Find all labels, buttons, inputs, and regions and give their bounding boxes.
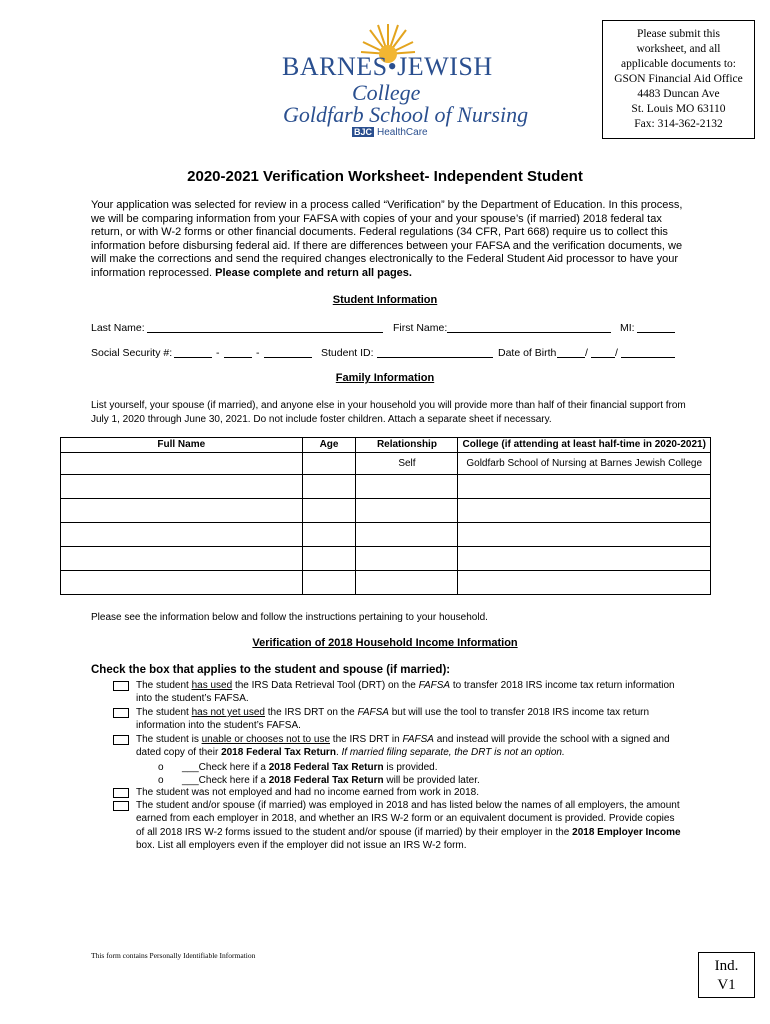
column-header: Relationship [356,438,458,453]
column-header: Full Name [61,438,303,453]
college-cell[interactable]: Goldfarb School of Nursing at Barnes Jewish College [458,453,711,475]
dob-slash: / [615,347,618,359]
table-header-row [61,438,711,453]
bjc-mark: BJC [354,127,373,137]
student-id-field[interactable] [377,346,493,358]
relationship-cell[interactable]: Self [356,453,458,475]
submit-line: 4483 Duncan Ave [637,88,720,100]
name-cell[interactable] [61,475,303,499]
option-text: The student is unable or chooses not to use the IRS DRT in FAFSA and instead will provide the school with a signed and dated copy of their 2018 Federal Tax Return. If married filing separate, the DRT is not an option. [136,734,670,759]
table-row [61,499,711,523]
first-name-field[interactable] [447,321,611,333]
verification-heading: Verification of 2018 Household Income Information [252,637,518,649]
option-text: The student and/or spouse (if married) was employed in 2018 and has listed below the names of all employers, the amount earned from each employer in 2018, and whether an IRS W-2 form or an equivalent document is provided. Provide copies of all 2018 IRS W-2 forms issued to the student and/or spouse (if married) by their employer in the 2018 Employer Income box. List all employers even if the employer did not issue an IRS W-2 form. [136,800,681,851]
submit-line: Fax: 314-362-2132 [634,118,723,130]
college-cell[interactable] [458,499,711,523]
pii-notice: This form contains Personally Identifiable Information [91,951,256,960]
family-info-heading: Family Information [335,372,435,384]
relationship-cell[interactable] [356,547,458,571]
column-header: Age [302,438,356,453]
age-cell[interactable] [302,523,356,547]
checkbox[interactable] [113,801,129,811]
name-cell[interactable] [61,499,303,523]
option-text: The student has not yet used the IRS DRT on the FAFSA but will use the tool to transfer 2018 IRS income tax return information into the student’s FAFSA. [136,707,650,732]
college-cell[interactable] [458,475,711,499]
dob-label: Date of Birth [498,347,557,359]
last-name-label: Last Name: [91,322,145,334]
bullet: o [158,775,164,786]
family-info-text: List yourself, your spouse (if married), and anyone else in your household you will provide more than half of their financial support from July 1, 2020 through June 30, 2021. Do not include foster children. Attach a separate sheet if necessary. [91,400,686,425]
relationship-cell[interactable] [356,571,458,595]
option-used-drt [113,679,683,706]
ssn-dash: - [216,347,220,359]
intro-paragraph [91,199,691,281]
option-text: The student was not employed and had no income earned from work in 2018. [136,787,479,798]
ssn-part3-field[interactable] [264,346,312,358]
college-cell[interactable] [458,547,711,571]
submit-line: applicable documents to: [621,58,736,70]
relationship-cell[interactable] [356,475,458,499]
submit-line: Please submit this [636,28,721,40]
logo-college: College [352,80,421,105]
last-name-field[interactable] [147,321,383,333]
ssn-label: Social Security #: [91,347,173,359]
ssn-part1-field[interactable] [174,346,212,358]
intro-text: Your application was selected for review in a process called “Verification” by the Department of Education. In this process, we will be comparing information from your FAFSA with copies of your and your spouse’s (if married) 2018 federal tax return, or with W-2 forms or other financial documents. Federal regulations (34 CFR, Part 668) require us to collect this information before disbursing federal aid. If there are differences between your FAFSA and the verification documents, we will make the corrections and send the required changes electronically to the Federal Student Aid processor to have your information reprocessed. [91,199,683,279]
table-row [61,475,711,499]
logo-school-of-nursing: Goldfarb School of Nursing [283,102,529,127]
dob-year-field[interactable] [621,346,675,358]
form-version-box [698,952,755,998]
relationship-cell[interactable] [356,499,458,523]
student-info-heading: Student Information [332,294,438,306]
intro-bold: Please complete and return all pages. [215,266,412,279]
name-cell[interactable] [61,453,303,475]
checkbox[interactable] [113,681,129,691]
name-cell[interactable] [61,571,303,595]
age-cell[interactable] [302,571,356,595]
option-employed [113,799,683,852]
ssn-dash: - [256,347,260,359]
mi-label: MI: [620,322,635,334]
submit-line: GSON Financial Aid Office [614,73,743,85]
option-text: The student has used the IRS Data Retrieval Tool (DRT) on the FAFSA to transfer 2018 IRS income tax return information into the student’s FAFSA. [136,680,675,705]
age-cell[interactable] [302,475,356,499]
table-row [61,523,711,547]
first-name-label: First Name: [393,322,448,334]
column-header: College (if attending at least half-time in 2020-2021) [458,438,711,453]
ssn-part2-field[interactable] [224,346,252,358]
relationship-cell[interactable] [356,523,458,547]
submit-instructions-box [602,20,755,139]
submit-line: St. Louis MO 63110 [631,103,726,115]
healthcare-text: HealthCare [377,127,428,138]
dob-slash: / [585,347,588,359]
name-cell[interactable] [61,547,303,571]
page-title: 2020-2021 Verification Worksheet- Independent Student [187,168,583,185]
college-cell[interactable] [458,571,711,595]
mi-field[interactable] [637,321,675,333]
age-cell[interactable] [302,547,356,571]
checkbox[interactable] [113,735,129,745]
table-row [61,547,711,571]
option-not-yet-used-drt [113,706,683,733]
age-cell[interactable] [302,499,356,523]
logo-barnes-jewish: BARNES•JEWISH [282,52,493,81]
option-unable-to-use-drt [113,733,683,760]
logo-bjc-healthcare [352,127,428,138]
household-table [60,437,711,595]
see-info-text: Please see the information below and follow the instructions pertaining to your household. [91,612,488,623]
checkbox[interactable] [113,788,129,798]
name-cell[interactable] [61,523,303,547]
submit-line: worksheet, and all [636,43,721,55]
form-type: Ind. [714,958,739,974]
checkbox[interactable] [113,708,129,718]
college-cell[interactable] [458,523,711,547]
bullet: o [158,762,164,773]
age-cell[interactable] [302,453,356,475]
check-box-heading: Check the box that applies to the student and spouse (if married): [91,664,451,676]
table-row [61,571,711,595]
form-version: V1 [717,977,736,993]
table-row [61,453,711,475]
sub-option-provided[interactable]: o ___Check here if a 2018 Federal Tax Return is provided. [158,762,438,773]
dob-day-field[interactable] [591,346,615,358]
student-id-label: Student ID: [321,347,374,359]
sub-option-provided-later[interactable]: o ___Check here if a 2018 Federal Tax Return will be provided later. [158,775,480,786]
option-not-employed [113,786,683,799]
dob-month-field[interactable] [557,346,585,358]
